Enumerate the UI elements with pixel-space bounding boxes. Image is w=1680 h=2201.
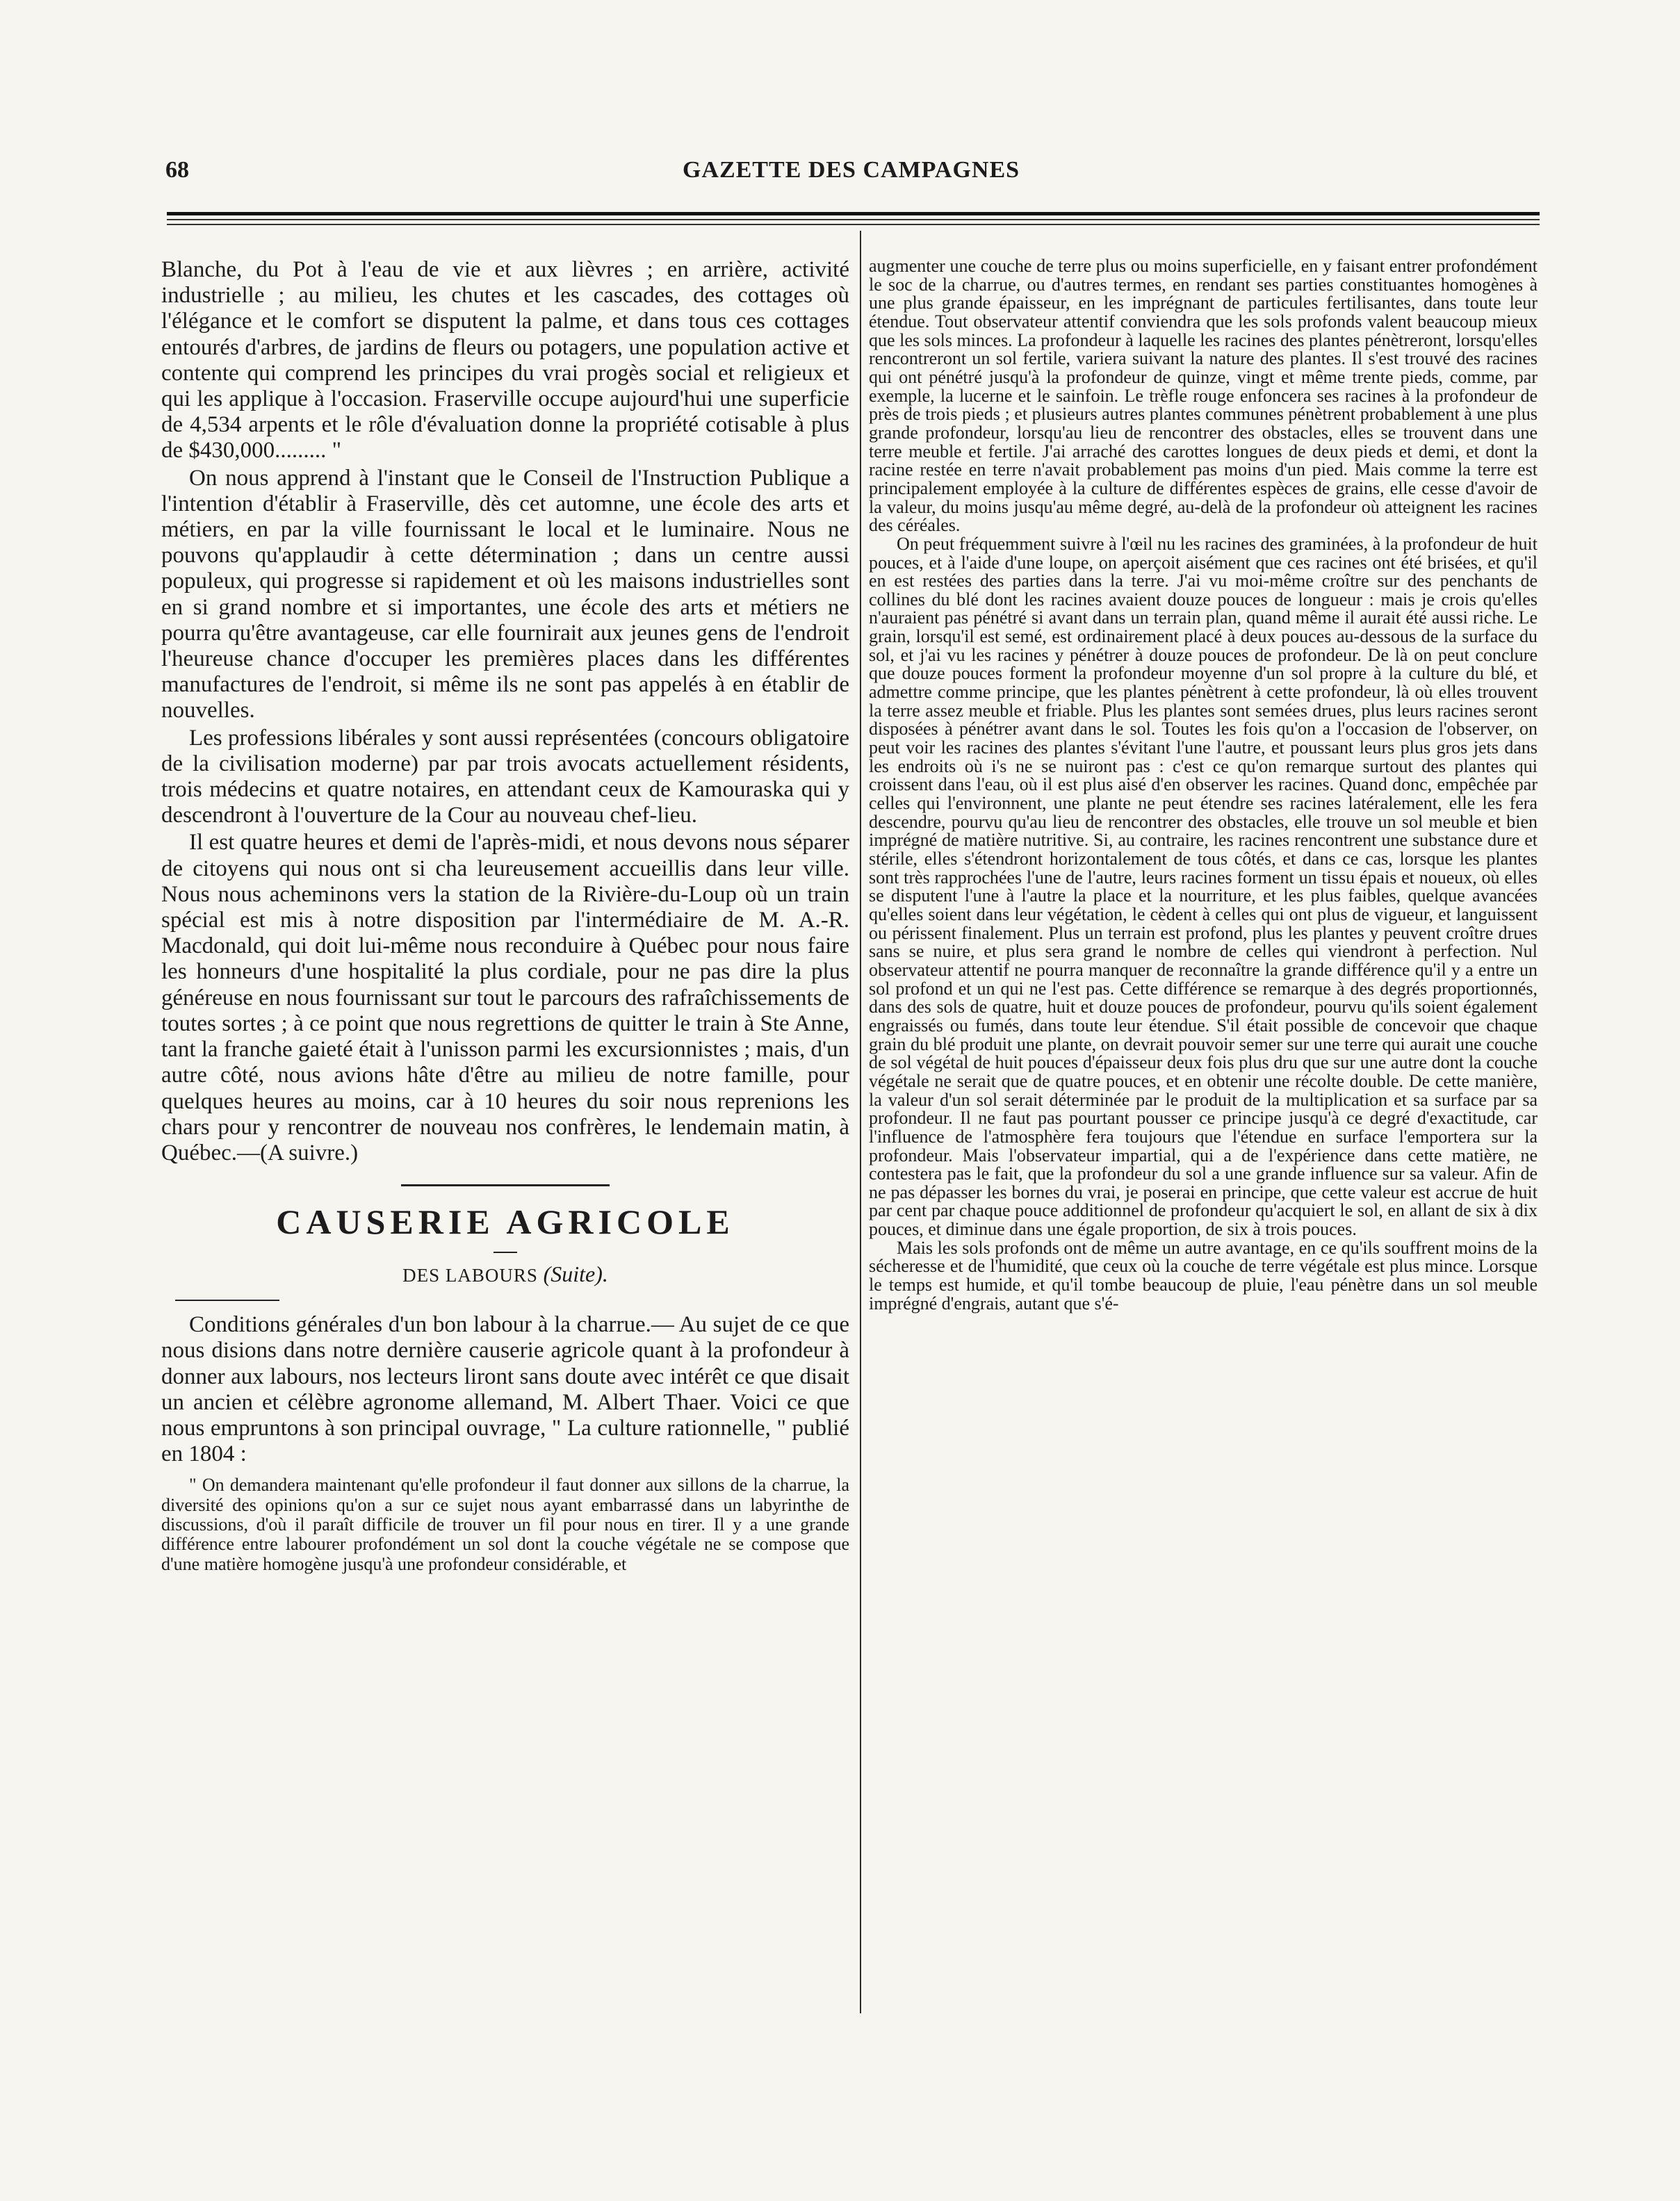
subtitle-text: DES LABOURS bbox=[402, 1265, 538, 1286]
header-rule-thin bbox=[167, 219, 1540, 220]
quote-paragraph: " On demandera maintenant qu'elle profondeur il faut donner aux sillons de la charrue, la diversité des opinions qu'on a sur ce sujet nous ayant embarrassé dans un labyrinthe de discussions, d'où il paraît difficile de trouver un fil pour nous en tirer. Il y a une grande différence entre labourer profondément un sol dont la couche végétale ne se compose que d'une matière homogène jusqu'à une profondeur considérable, et bbox=[161, 1475, 849, 1574]
column-divider bbox=[860, 231, 861, 2013]
section-subtitle bbox=[161, 1261, 849, 1287]
page-number: 68 bbox=[165, 157, 189, 183]
article-paragraph: augmenter une couche de terre plus ou moins superficielle, en y faisant entrer profondément le soc de la charrue, ou d'autres termes, en rendant ses parties constituantes homogènes à une plus grande épaisseur, en les imprégnant de particules fertilisantes, dans toute leur étendue. Tout observateur attentif conviendra que les sols profonds valent beaucoup mieux que les sols minces. La profondeur à laquelle les racines des plantes pénètreront, lorsqu'elles rencontreront un sol fertile, variera suivant la nature des plantes. Il s'est trouvé des racines qui ont pénétré jusqu'à la profondeur de quinze, vingt et même trente pieds, comme, par exemple, la lucerne et le sainfoin. Le trèfle rouge enfoncera ses racines à la profondeur de près de trois pieds ; et plusieurs autres plantes communes pénètrent probablement à une plus grande profondeur, lorsqu'au lieu de rencontrer des obstacles, elles se trouvent dans une terre meuble et fertile. J'ai arraché des carottes longues de deux pieds et demi, et dont la racine restée en terre n'avait probablement pas moins d'un pied. Mais comme la terre est principalement employée à la culture de différentes espèces de grains, elle cesse d'avoir de la valeur, du moins jusqu'au même degré, au-delà de la profondeur où atteignent les racines des céréales. bbox=[869, 257, 1538, 536]
subsection-rule bbox=[175, 1300, 279, 1301]
page-header bbox=[161, 154, 1541, 189]
header-rule-thin-2 bbox=[167, 224, 1540, 225]
article-paragraph: Les professions libérales y sont aussi représentées (concours obligatoire de la civilisation moderne) par par trois avocats actuellement résidents, trois médecins et quatre notaires, en attendant ceux de Kamouraska qui y descendront à l'ouverture de la Cour au nouveau chef-lieu. bbox=[161, 725, 849, 828]
article-paragraph: Il est quatre heures et demi de l'après-midi, et nous devons nous séparer de citoyens qui nous ont si cha leureusement accueillis dans leur ville. Nous nous acheminons vers la station de la Rivière-du-Loup où un train spécial est mis à notre disposition par l'intermédiaire de M. A.-R. Macdonald, qui doit lui-même nous reconduire à Québec pour nous faire les honneurs d'une hospitalité la plus cordiale, pour ne pas dire la plus généreuse en nous fournissant sur tout le parcours des rafraîchissements de toutes sortes ; à ce point que nous regrettions de quitter le train à Ste Anne, tant la franche gaieté était à l'unisson parmi les excursionnistes ; mais, d'un autre côté, nous avions hâte d'être au milieu de notre famille, pour quelques heures au moins, car à 10 heures du soir nous reprenions les chars pour y rencontrer de nouveau nos confrères, le lendemain matin, à Québec.—(A suivre.) bbox=[161, 830, 849, 1165]
subtitle-suffix: (Suite). bbox=[543, 1261, 608, 1287]
article-paragraph: Conditions générales d'un bon labour à la charrue.— Au sujet de ce que nous disions dans notre dernière causerie agricole quant à la profondeur à donner aux labours, nos lecteurs liront sans doute avec intérêt ce que disait un ancien et célèbre agronome allemand, M. Albert Thaer. Voici ce que nous empruntons à son principal ouvrage, " La culture rationnelle, " publié en 1804 : bbox=[161, 1312, 849, 1467]
section-separator bbox=[401, 1184, 610, 1186]
article-paragraph: Blanche, du Pot à l'eau de vie et aux lièvres ; en arrière, activité industrielle ; au milieu, les chutes et les cascades, des cottages où l'élégance et le comfort se disputent la palme, et dans tous ces cottages entourés d'arbres, de jardins de fleurs ou potagers, une population active et contente qui comprend les principes du vrai progès social et religieux et qui les applique à l'occasion. Fraserville occupe aujourd'hui une superficie de 4,534 arpents et le rôle d'évaluation donne la propriété cotisable à plus de $430,000......... " bbox=[161, 257, 849, 464]
right-column bbox=[869, 257, 1538, 2036]
section-title: CAUSERIE AGRICOLE bbox=[276, 1202, 735, 1242]
title-underline bbox=[494, 1252, 517, 1253]
article-paragraph: On nous apprend à l'instant que le Conseil de l'Instruction Publique a l'intention d'établir à Fraserville, dès cet automne, une école des arts et métiers, en par la ville fournissant le local et le luminaire. Nous ne pouvons qu'applaudir à cette détermination ; dans un centre aussi populeux, qui progresse si rapidement et où les maisons industrielles sont en si grand nombre et si importantes, une école des arts et métiers ne pourra qu'être avantageuse, car elle fournirait aux jeunes gens de l'endroit l'heureuse chance d'occuper les premières places dans les différentes manufactures de l'endroit, si même ils ne sont pas appelés à en établir de nouvelles. bbox=[161, 465, 849, 723]
header-rule-thick bbox=[167, 212, 1540, 215]
running-title: GAZETTE DES CAMPAGNES bbox=[682, 157, 1020, 183]
left-column bbox=[161, 257, 849, 2022]
article-paragraph: Mais les sols profonds ont de même un autre avantage, en ce qu'ils souffrent moins de la sécheresse et de l'humidité, que ceux où la couche de terre végétale est plus mince. Lorsque le temps est humide, et qu'il tombe beaucoup de pluie, l'eau pénètre dans un sol meuble imprégné d'engrais, autant que s'é- bbox=[869, 1237, 1538, 1314]
article-paragraph: On peut fréquemment suivre à l'œil nu les racines des graminées, à la profondeur de huit pouces, et à l'aide d'une loupe, on aperçoit aisément que ces racines ont été brisées, et qu'il en est restées des parties dans la terre. J'ai vu moi-même croître sur des penchants de collines du blé dont les racines avaient douze pouces de longueur : mais je crois qu'elles n'auraient pas pénétré si avant dans un terrain plan, quand même il aurait été aussi riche. Le grain, lorsqu'il est semé, est ordinairement placé à deux pouces au-dessous de la surface du sol, et j'ai vu les racines y pénétrer à douze pouces de profondeur. De là on peut conclure que douze pouces forment la profondeur moyenne d'un sol propre à la culture du blé, et admettre comme principe, que les plantes pénètrent à cette profondeur, là où elles trouvent la terre assez meuble et friable. Plus les plantes sont semées drues, plus leurs racines seront disposées à pénétrer avant dans le sol. Toutes les fois qu'on a l'occasion de l'observer, on peut voir les racines des plantes s'évitant l'une l'autre, et poussant leurs plus gros jets dans les endroits où i's ne se nuiront pas : c'est ce qu'on remarque surtout des plantes qui croissent dans l'eau, où il est plus aisé d'en observer les racines. Quand donc, empêchée par celles qui l'environnent, une plante ne peut étendre ses racines latéralement, elle les fera descendre, pourvu qu'au lieu de rencontrer des obstacles, elle trouve un sol meuble et bien imprégné de matière nutritive. Si, au contraire, les racines rencontrent une substance dure et stérile, elles s'étendront horizontalement de tous côtés, et dans ce cas, lorsque les plantes sont très rapprochées l'une de l'autre, leurs racines forment un tissu épais et noueux, où elles se disputent l'une à l'autre la place et la nourriture, et les plus faibles, quelque avancées qu'elles soient dans leur végétation, le cèdent à celles qui ont plus de vigueur, et languissent ou périssent finalement. Plus un terrain est profond, plus les plantes y peuvent croître drues sans se nuire, et plus sera grand le nombre de celles qui viendront à perfection. Nul observateur attentif ne pourra manquer de reconnaître la grande différence qu'il y a entre un sol profond et un qui ne l'est pas. Cette différence se remarque à des degrés proportionnés, dans des sols de quatre, huit et douze pouces de profondeur, pourvu qu'ils soient également engraissés ou fumés, dans toute leur étendue. S'il était possible de concevoir que chaque grain du blé produit une plante, on devrait pouvoir semer sur une terre qui aurait une couche de sol végétal de huit pouces d'épaisseur deux fois plus dru que sur une autre dont la couche végétale ne serait que de quatre pouces, et en obtenir une récolte double. De cette manière, la valeur d'un sol serait déterminée par le produit de la multiplication et sa surface par sa profondeur. Il ne faut pas pourtant pousser ce principe jusqu'à ce degré d'exactitude, car l'influence de l'atmosphère fera toujours que l'étendue en surface l'emportera sur la profondeur. Mais l'observateur impartial, qui a de l'expérience dans cette matière, ne contestera pas le fait, que la profondeur du sol a une grande influence sur sa valeur. Afin de ne pas dépasser les bornes du vrai, je poserai en principe, que cette valeur est accrue de huit par cent par chaque pouce additionnel de profondeur qu'acquiert le sol, en allant de six à dix pouces, et diminue dans une égale proportion, de six à trois pouces. bbox=[869, 533, 1538, 1240]
